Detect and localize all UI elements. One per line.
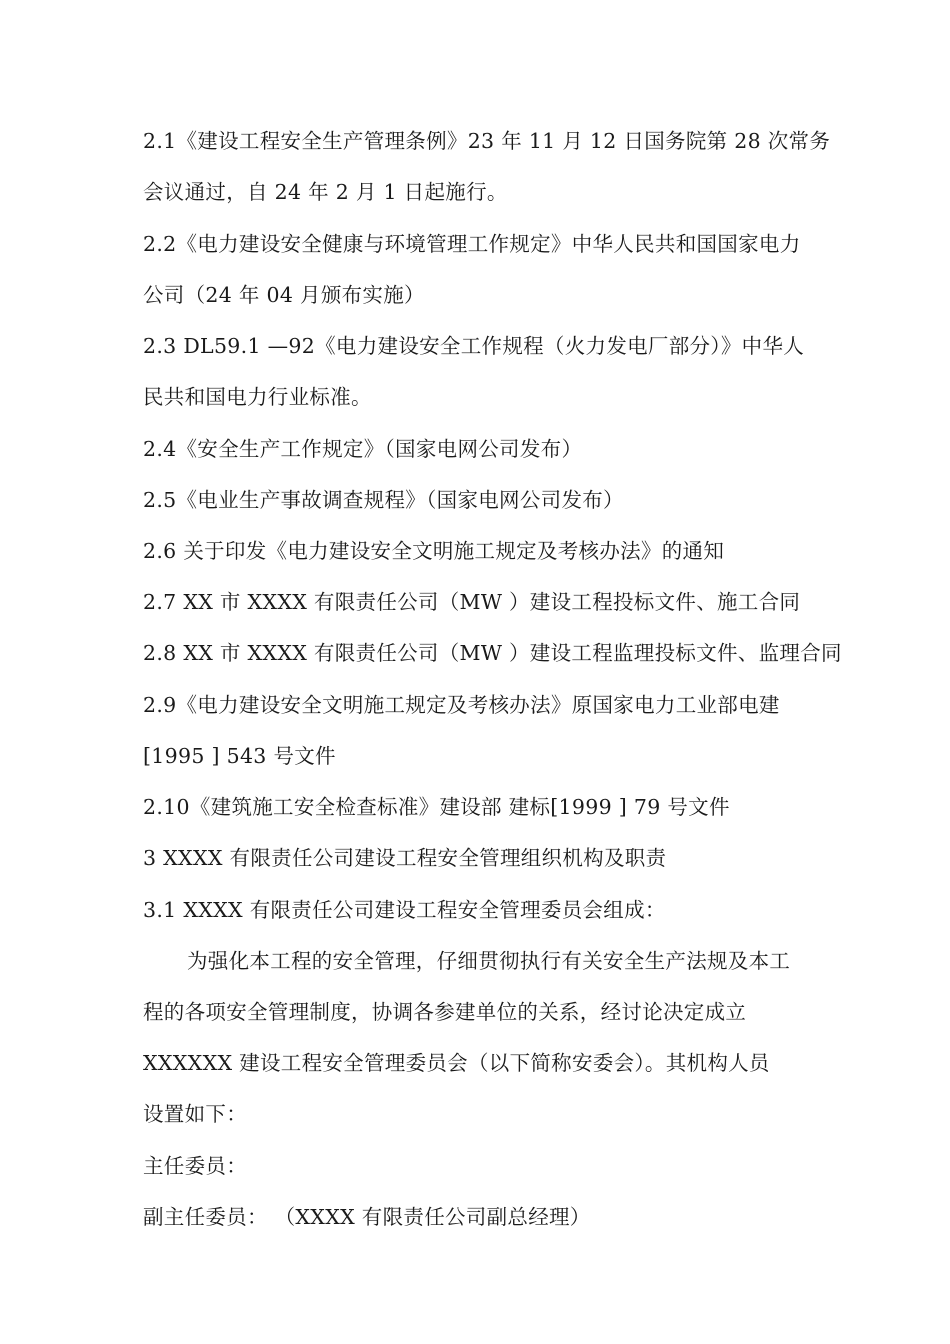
ref-2-7: 2.7 XX 市 XXXX 有限责任公司（MW ）建设工程投标文件、施工合同 (143, 590, 801, 614)
paragraph-line-4: 设置如下： (143, 1102, 247, 1126)
section-3-1-heading: 3.1 XXXX 有限责任公司建设工程安全管理委员会组成： (143, 898, 666, 922)
ref-2-1-line-1: 2.1《建设工程安全生产管理条例》23 年 11 月 12 日国务院第 28 次常务 (143, 129, 831, 153)
ref-2-6: 2.6 关于印发《电力建设安全文明施工规定及考核办法》的通知 (143, 539, 725, 563)
ref-2-9-line-1: 2.9《电力建设安全文明施工规定及考核办法》原国家电力工业部电建 (143, 693, 780, 717)
ref-2-2-line-1: 2.2《电力建设安全健康与环境管理工作规定》中华人民共和国国家电力 (143, 232, 801, 256)
ref-2-1-line-2: 会议通过，自 24 年 2 月 1 日起施行。 (143, 180, 508, 204)
ref-2-3-line-2: 民共和国电力行业标准。 (143, 385, 372, 409)
paragraph-line-2: 程的各项安全管理制度，协调各参建单位的关系，经讨论决定成立 (143, 1000, 747, 1024)
vice-chair-member-label: 副主任委员： （XXXX 有限责任公司副总经理） (143, 1205, 591, 1229)
paragraph-line-1: 为强化本工程的安全管理，仔细贯彻执行有关安全生产法规及本工 (187, 949, 791, 973)
chair-member-label: 主任委员： (143, 1154, 247, 1178)
ref-2-4: 2.4《安全生产工作规定》（国家电网公司发布） (143, 437, 583, 461)
ref-2-10: 2.10《建筑施工安全检查标准》建设部 建标[1999 ] 79 号文件 (143, 795, 730, 819)
paragraph-line-3: XXXXXX 建设工程安全管理委员会（以下简称安委会）。其机构人员 (143, 1051, 770, 1075)
ref-2-8: 2.8 XX 市 XXXX 有限责任公司（MW ）建设工程监理投标文件、监理合同 (143, 641, 842, 665)
ref-2-3-line-1: 2.3 DL59.1 —92《电力建设安全工作规程（火力发电厂部分）》中华人 (143, 334, 805, 358)
ref-2-2-line-2: 公司（24 年 04 月颁布实施） (143, 283, 425, 307)
section-3-heading: 3 XXXX 有限责任公司建设工程安全管理组织机构及职责 (143, 846, 667, 870)
ref-2-9-line-2: [1995 ] 543 号文件 (143, 744, 336, 768)
ref-2-5: 2.5《电业生产事故调查规程》（国家电网公司发布） (143, 488, 624, 512)
